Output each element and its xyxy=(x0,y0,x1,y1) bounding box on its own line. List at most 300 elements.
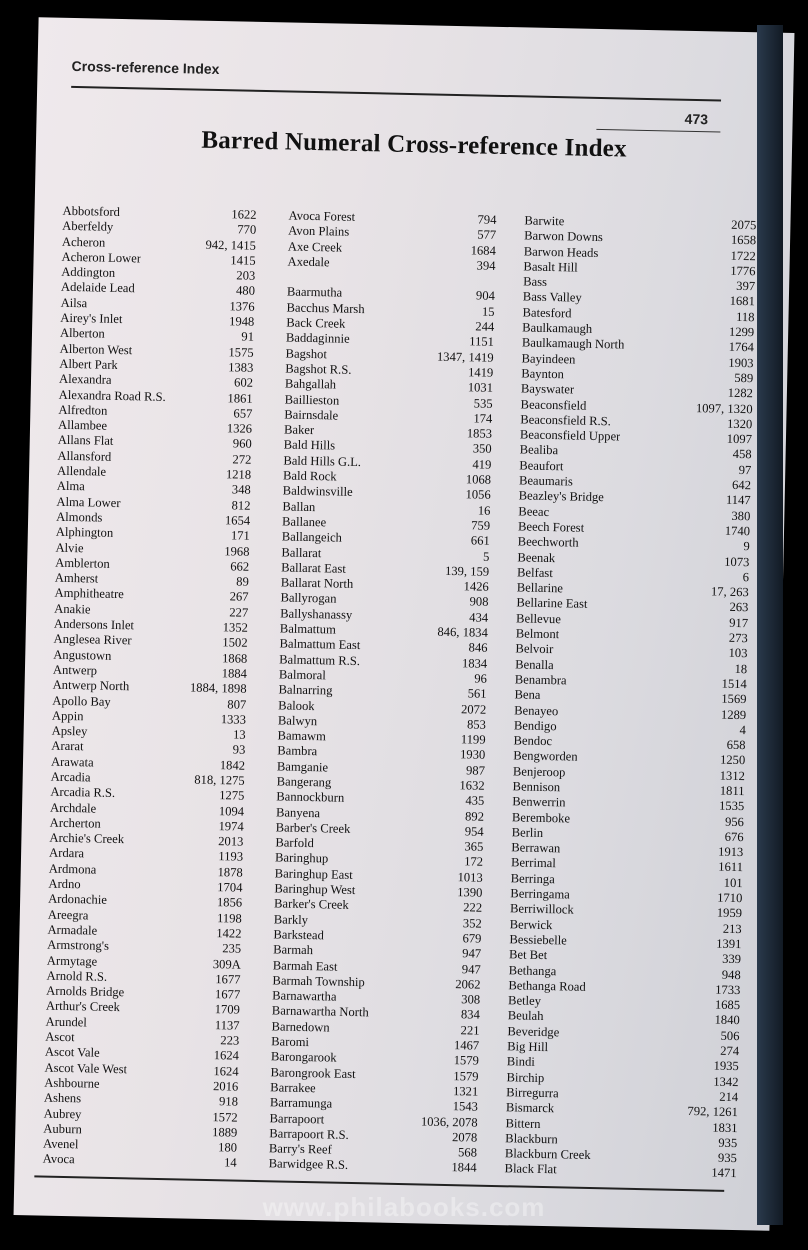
numeral-reference: 1575 xyxy=(228,344,254,360)
place-name: Apsley xyxy=(51,723,88,739)
place-name: Bald Rock xyxy=(282,468,337,484)
place-name: Airey's Inlet xyxy=(60,310,123,327)
numeral-reference: 1352 xyxy=(222,620,249,635)
page-number-rule xyxy=(596,129,720,133)
numeral-reference: 1097 xyxy=(726,431,753,447)
place-name: Alma xyxy=(56,479,85,494)
place-name: Barongarook xyxy=(270,1049,337,1066)
place-name: Bessiebelle xyxy=(509,932,567,948)
place-name: Arcadia R.S. xyxy=(50,784,116,801)
numeral-reference: 642 xyxy=(731,477,752,493)
numeral-reference: 1878 xyxy=(217,864,243,880)
numeral-reference: 1622 xyxy=(231,207,257,222)
place-name: Berringa xyxy=(510,871,555,886)
numeral-reference: 1930 xyxy=(459,747,486,763)
place-name: Bindi xyxy=(506,1054,535,1070)
numeral-reference: 1390 xyxy=(457,885,483,900)
numeral-reference: 171 xyxy=(230,528,250,543)
place-name: Areegra xyxy=(47,907,89,923)
numeral-reference: 1312 xyxy=(719,768,746,783)
place-name: Ballangeich xyxy=(281,529,343,545)
numeral-reference: 676 xyxy=(724,829,744,845)
place-name: Berringama xyxy=(510,886,570,902)
numeral-reference: 1685 xyxy=(714,997,741,1013)
numeral-reference: 1467 xyxy=(453,1038,480,1053)
place-name: Beaconsfield Upper xyxy=(519,427,621,444)
numeral-reference: 89 xyxy=(236,574,249,589)
place-name: Archerton xyxy=(49,815,101,831)
place-name: Alfredton xyxy=(58,402,108,418)
numeral-reference: 1543 xyxy=(452,1099,479,1114)
place-name: Beeac xyxy=(518,504,550,519)
numeral-reference: 419 xyxy=(472,457,492,472)
place-name: Baromi xyxy=(271,1034,310,1050)
place-name: Baarmutha xyxy=(286,284,343,301)
numeral-reference: 1326 xyxy=(226,421,253,436)
place-name: Blackburn Creek xyxy=(504,1146,591,1163)
place-name: Banyena xyxy=(275,804,321,820)
place-name: Alexandra xyxy=(58,371,112,388)
numeral-reference: 1740 xyxy=(724,523,751,539)
place-name: Bellarine xyxy=(516,580,564,596)
numeral-reference: 1681 xyxy=(729,294,755,309)
place-name: Barongrook East xyxy=(270,1064,356,1081)
numeral-reference: 1948 xyxy=(228,314,255,329)
place-name: Barwite xyxy=(524,213,565,229)
numeral-reference: 1282 xyxy=(727,385,754,401)
place-name: Bacchus Marsh xyxy=(286,300,365,316)
place-name: Ailsa xyxy=(60,295,88,311)
numeral-reference: 1624 xyxy=(213,1048,240,1063)
place-name: Armstrong's xyxy=(47,937,110,954)
page-title: Barred Numeral Cross-reference Index xyxy=(201,126,627,163)
numeral-reference: 214 xyxy=(719,1089,739,1105)
place-name: Avon Plains xyxy=(288,223,350,240)
numeral-reference: 1193 xyxy=(218,849,244,865)
numeral-reference: 1959 xyxy=(716,905,743,921)
numeral-reference: 139, 159 xyxy=(444,563,490,579)
numeral-reference: 1935 xyxy=(713,1058,739,1074)
place-name: Ballanee xyxy=(281,514,327,530)
place-name: Bengworden xyxy=(513,748,578,765)
numeral-reference: 506 xyxy=(720,1028,740,1043)
place-name: Amherst xyxy=(54,570,99,586)
place-name: Albert Park xyxy=(59,356,118,372)
place-name: Bet Bet xyxy=(508,947,548,963)
numeral-reference: 2016 xyxy=(212,1079,239,1094)
place-name: Baddaginnie xyxy=(285,330,350,347)
numeral-reference: 1611 xyxy=(718,860,744,875)
numeral-reference: 935 xyxy=(717,1150,738,1166)
place-name: Avoca Forest xyxy=(288,208,356,224)
place-name: Berrawan xyxy=(511,840,561,856)
numeral-reference: 1068 xyxy=(465,472,492,487)
numeral-reference: 1868 xyxy=(221,650,248,666)
numeral-reference: 1632 xyxy=(459,778,485,793)
place-name: Bass Valley xyxy=(522,289,582,306)
place-name: Arthur's Creek xyxy=(45,999,121,1015)
place-name: Bayindeen xyxy=(521,351,576,367)
place-name: Beremboke xyxy=(511,809,571,826)
numeral-reference: 435 xyxy=(465,793,485,809)
numeral-reference: 1151 xyxy=(469,334,495,350)
place-name: Antwerp xyxy=(52,662,98,678)
numeral-reference: 1853 xyxy=(466,426,493,441)
numeral-reference: 1376 xyxy=(229,299,255,314)
numeral-reference: 1073 xyxy=(724,554,750,569)
numeral-reference: 480 xyxy=(235,283,256,299)
place-name: Bethanga xyxy=(508,962,557,978)
place-name: Big Hill xyxy=(507,1039,549,1055)
watermark: www.philabooks.com xyxy=(262,1192,546,1222)
numeral-reference: 918 xyxy=(218,1094,239,1109)
place-name: Almonds xyxy=(56,509,103,525)
numeral-reference: 352 xyxy=(462,915,482,931)
numeral-reference: 263 xyxy=(729,600,749,615)
place-name: Benwerrin xyxy=(512,794,566,810)
place-name: Beechworth xyxy=(517,534,579,550)
place-name: Baulkamaugh North xyxy=(521,335,625,352)
place-name: Bagshot R.S. xyxy=(285,361,352,377)
place-name: Bethanga Road xyxy=(508,978,586,994)
place-name: Barramunga xyxy=(269,1095,333,1111)
place-name: Alphington xyxy=(55,524,114,541)
place-name: Baringhup West xyxy=(274,881,356,898)
place-name: Ascot Vale West xyxy=(44,1060,128,1076)
numeral-reference: 1036, 2078 xyxy=(420,1113,478,1130)
numeral-reference: 1502 xyxy=(222,635,248,651)
numeral-reference: 1333 xyxy=(220,711,247,727)
numeral-reference: 954 xyxy=(464,824,484,839)
numeral-reference: 1709 xyxy=(214,1002,241,1018)
place-name: Alma Lower xyxy=(56,494,121,510)
place-name: Baulkamaugh xyxy=(522,320,593,336)
place-name: Balmattum East xyxy=(279,636,361,653)
numeral-reference: 1426 xyxy=(463,579,489,594)
place-name: Beech Forest xyxy=(517,519,585,535)
place-name: Barwidgee R.S. xyxy=(268,1156,349,1173)
numeral-reference: 2072 xyxy=(460,701,487,717)
place-name: Bismarck xyxy=(505,1100,555,1116)
numeral-reference: 274 xyxy=(720,1043,740,1059)
place-name: Belfast xyxy=(516,565,553,580)
place-name: Addington xyxy=(61,264,116,281)
numeral-reference: 658 xyxy=(726,737,746,753)
place-name: Bamawm xyxy=(277,728,327,744)
numeral-reference: 267 xyxy=(229,589,249,605)
place-name: Alberton West xyxy=(59,341,133,357)
place-name: Barmah East xyxy=(272,957,338,974)
place-name: Barwon Downs xyxy=(524,228,604,245)
numeral-reference: 1834 xyxy=(461,655,488,671)
numeral-reference: 1342 xyxy=(713,1074,739,1089)
numeral-reference: 759 xyxy=(471,518,491,533)
place-name: Bairnsdale xyxy=(284,407,339,423)
numeral-reference: 1733 xyxy=(715,982,741,997)
place-name: Aubrey xyxy=(43,1106,82,1121)
numeral-reference: 103 xyxy=(728,646,748,661)
numeral-reference: 180 xyxy=(217,1140,238,1155)
place-name: Auburn xyxy=(43,1121,82,1137)
numeral-reference: 1514 xyxy=(721,676,747,692)
place-name: Ardmona xyxy=(48,861,97,877)
place-name: Acheron Lower xyxy=(61,249,142,266)
numeral-reference: 960 xyxy=(232,436,252,452)
index-column-1 xyxy=(43,204,257,1173)
place-name: Armytage xyxy=(46,953,98,969)
place-name: Bendoc xyxy=(513,733,553,749)
place-name: Back Creek xyxy=(286,315,346,331)
numeral-reference: 818, 1275 xyxy=(194,772,245,788)
place-name: Berriwillock xyxy=(509,901,574,917)
numeral-reference: 942, 1415 xyxy=(205,237,257,253)
numeral-reference: 1844 xyxy=(451,1160,477,1176)
place-name: Ardonachie xyxy=(48,891,108,908)
numeral-reference: 1137 xyxy=(214,1017,240,1033)
place-name: Apollo Bay xyxy=(52,693,111,709)
place-name: Barnawartha North xyxy=(271,1003,369,1020)
place-name: Axe Creek xyxy=(287,239,343,255)
numeral-reference: 1861 xyxy=(227,390,253,406)
numeral-reference: 1321 xyxy=(452,1084,479,1099)
numeral-reference: 1974 xyxy=(218,819,244,834)
numeral-reference: 1764 xyxy=(728,340,755,355)
place-name: Barry's Reef xyxy=(268,1141,332,1157)
place-name: Barmah Township xyxy=(272,973,365,990)
place-name: Alexandra Road R.S. xyxy=(58,387,166,404)
numeral-reference: 235 xyxy=(222,941,242,956)
numeral-reference: 770 xyxy=(237,222,257,238)
numeral-reference: 1624 xyxy=(213,1063,239,1079)
numeral-reference: 397 xyxy=(736,279,756,294)
numeral-reference: 101 xyxy=(723,875,743,890)
numeral-reference: 365 xyxy=(464,839,484,854)
numeral-reference: 602 xyxy=(233,375,254,391)
place-name: Bennison xyxy=(512,779,561,795)
numeral-reference: 834 xyxy=(460,1007,480,1023)
place-name: Ascot xyxy=(45,1029,75,1045)
numeral-reference: 1684 xyxy=(470,242,496,258)
numeral-reference: 1654 xyxy=(224,513,251,528)
numeral-reference: 308 xyxy=(461,992,481,1007)
numeral-reference: 1289 xyxy=(720,707,747,722)
index-entry xyxy=(268,1157,476,1177)
place-name: Barber's Creek xyxy=(275,820,351,836)
numeral-reference: 1198 xyxy=(216,910,242,926)
place-name: Anglesea River xyxy=(53,631,132,648)
numeral-reference: 794 xyxy=(477,212,497,227)
place-name: Bendigo xyxy=(513,718,557,734)
numeral-reference: 1347, 1419 xyxy=(436,349,494,365)
place-name: Ballan xyxy=(282,499,316,514)
place-name: Barrakee xyxy=(270,1080,316,1096)
place-name: Ararat xyxy=(51,739,84,754)
place-name: Avoca xyxy=(42,1151,75,1167)
numeral-reference: 1147 xyxy=(725,493,751,508)
numeral-reference: 1811 xyxy=(719,783,745,799)
place-name: Balmoral xyxy=(278,667,326,683)
place-name: Bayswater xyxy=(520,381,575,397)
place-name: Blackburn xyxy=(505,1131,558,1147)
numeral-reference: 2062 xyxy=(455,976,481,992)
place-name: Baringhup East xyxy=(274,866,353,882)
numeral-reference: 91 xyxy=(241,329,255,345)
numeral-reference: 273 xyxy=(728,630,748,646)
place-name: Baynton xyxy=(521,366,565,382)
place-name: Andersons Inlet xyxy=(53,616,135,633)
place-name: Ballarat East xyxy=(281,560,346,576)
place-name: Beulah xyxy=(507,1008,544,1024)
place-name: Abbotsford xyxy=(62,203,121,219)
numeral-reference: 1677 xyxy=(215,971,241,987)
numeral-reference: 1391 xyxy=(716,936,742,952)
place-name: Adelaide Lead xyxy=(60,280,135,296)
numeral-reference: 227 xyxy=(229,605,249,620)
numeral-reference: 1579 xyxy=(453,1053,480,1068)
numeral-reference: 2075 xyxy=(731,217,757,233)
place-name: Beaumaris xyxy=(518,473,574,489)
numeral-reference: 5 xyxy=(482,549,490,564)
numeral-reference: 1677 xyxy=(214,987,241,1002)
numeral-reference: 380 xyxy=(731,508,751,523)
place-name: Ballyshanassy xyxy=(280,606,353,622)
place-name: Balmattum R.S. xyxy=(279,652,361,668)
numeral-reference: 1199 xyxy=(460,732,486,747)
numeral-reference: 1884 xyxy=(221,666,248,681)
numeral-reference: 1579 xyxy=(453,1068,479,1084)
numeral-reference: 13 xyxy=(232,727,246,742)
place-name: Bittern xyxy=(505,1115,541,1131)
numeral-reference: 17, 263 xyxy=(710,584,749,600)
numeral-reference: 1572 xyxy=(212,1109,238,1125)
place-name: Beaufort xyxy=(519,458,564,474)
numeral-reference: 561 xyxy=(467,686,487,701)
place-name: Anakie xyxy=(54,601,91,617)
place-name: Benayeo xyxy=(514,702,559,718)
place-name: Bass xyxy=(523,274,548,290)
numeral-reference: 434 xyxy=(469,610,489,625)
place-name: Beaconsfield R.S. xyxy=(520,412,612,429)
place-name: Arnolds Bridge xyxy=(46,983,125,1000)
place-name: Balnarring xyxy=(278,682,333,698)
numeral-reference: 589 xyxy=(734,370,754,386)
place-name: Allendale xyxy=(56,463,107,479)
numeral-reference: 16 xyxy=(477,503,491,518)
numeral-reference: 846 xyxy=(468,640,488,656)
numeral-reference: 394 xyxy=(476,258,496,273)
place-name: Betley xyxy=(507,993,542,1009)
place-name: Batesford xyxy=(522,305,572,321)
place-name: Bena xyxy=(514,687,541,703)
numeral-reference: 244 xyxy=(475,319,495,334)
place-name: Barkstead xyxy=(273,927,324,943)
place-name: Black Flat xyxy=(504,1161,557,1177)
place-name: Balwyn xyxy=(277,713,318,728)
place-name: Archie's Creek xyxy=(49,830,125,847)
place-name: Barker's Creek xyxy=(273,896,349,913)
numeral-reference: 118 xyxy=(735,309,755,325)
numeral-reference: 1884, 1898 xyxy=(189,680,247,696)
place-name: Bagshot xyxy=(285,346,328,361)
place-name: Alberton xyxy=(59,326,105,342)
place-name: Baker xyxy=(283,422,315,438)
place-name: Baillieston xyxy=(284,392,340,408)
place-name: Axedale xyxy=(287,254,330,270)
place-name: Antwerp North xyxy=(52,677,130,694)
numeral-reference: 1383 xyxy=(228,360,254,375)
place-name: Arawata xyxy=(50,754,94,770)
numeral-reference: 917 xyxy=(729,615,749,630)
numeral-reference: 174 xyxy=(473,411,493,426)
numeral-reference: 947 xyxy=(461,961,481,977)
place-name: Barrapoort R.S. xyxy=(269,1126,349,1142)
numeral-reference: 1097, 1320 xyxy=(695,400,753,416)
place-name: Beaconsfield xyxy=(520,396,587,413)
numeral-reference: 4 xyxy=(739,722,747,737)
numeral-reference: 1856 xyxy=(216,895,243,911)
numeral-reference: 309A xyxy=(212,956,241,972)
numeral-reference: 807 xyxy=(227,696,247,712)
place-name: Arcadia xyxy=(50,769,91,785)
numeral-reference: 1422 xyxy=(216,926,242,941)
numeral-reference: 1094 xyxy=(218,803,245,819)
numeral-reference: 18 xyxy=(734,661,748,676)
numeral-reference: 892 xyxy=(464,808,485,824)
place-name: Birchip xyxy=(506,1069,545,1085)
numeral-reference: 662 xyxy=(230,559,250,574)
place-name: Barnawartha xyxy=(272,988,337,1004)
place-name: Bellevue xyxy=(516,611,562,627)
place-name: Bambra xyxy=(277,743,318,759)
numeral-reference: 908 xyxy=(469,594,489,610)
place-name: Armadale xyxy=(47,922,98,938)
place-name: Bamganie xyxy=(276,759,329,775)
numeral-reference: 96 xyxy=(474,671,488,686)
place-name: Amphitheatre xyxy=(54,586,124,602)
numeral-reference: 1471 xyxy=(711,1165,737,1181)
numeral-reference: 1013 xyxy=(457,869,483,885)
numeral-reference: 1419 xyxy=(467,365,494,380)
place-name: Benambra xyxy=(514,672,567,688)
numeral-reference: 1658 xyxy=(730,233,757,248)
numeral-reference: 948 xyxy=(721,967,741,982)
numeral-reference: 14 xyxy=(223,1155,237,1171)
numeral-reference: 1722 xyxy=(730,248,756,263)
place-name: Balook xyxy=(278,697,315,713)
numeral-reference: 172 xyxy=(463,854,484,870)
place-name: Ballarat xyxy=(281,544,322,560)
page-number: 473 xyxy=(684,110,709,128)
numeral-reference: 458 xyxy=(732,447,752,462)
numeral-reference: 846, 1834 xyxy=(437,624,488,640)
numeral-reference: 792, 1261 xyxy=(687,1104,738,1120)
numeral-reference: 1056 xyxy=(465,487,491,503)
numeral-reference: 1535 xyxy=(718,798,745,814)
numeral-reference: 987 xyxy=(465,763,486,778)
numeral-reference: 222 xyxy=(463,900,483,916)
place-name: Angustown xyxy=(53,647,112,663)
numeral-reference: 1299 xyxy=(728,324,755,340)
place-name: Beazley's Bridge xyxy=(518,488,604,505)
numeral-reference: 657 xyxy=(233,406,253,421)
numeral-reference: 203 xyxy=(236,268,256,283)
index-column-3 xyxy=(504,213,756,1183)
numeral-reference: 1031 xyxy=(467,380,494,396)
place-name: Bahgallah xyxy=(284,376,337,392)
numeral-reference: 1831 xyxy=(712,1120,738,1135)
place-name: Ardara xyxy=(48,846,85,861)
place-name: Balmattum xyxy=(279,621,336,637)
